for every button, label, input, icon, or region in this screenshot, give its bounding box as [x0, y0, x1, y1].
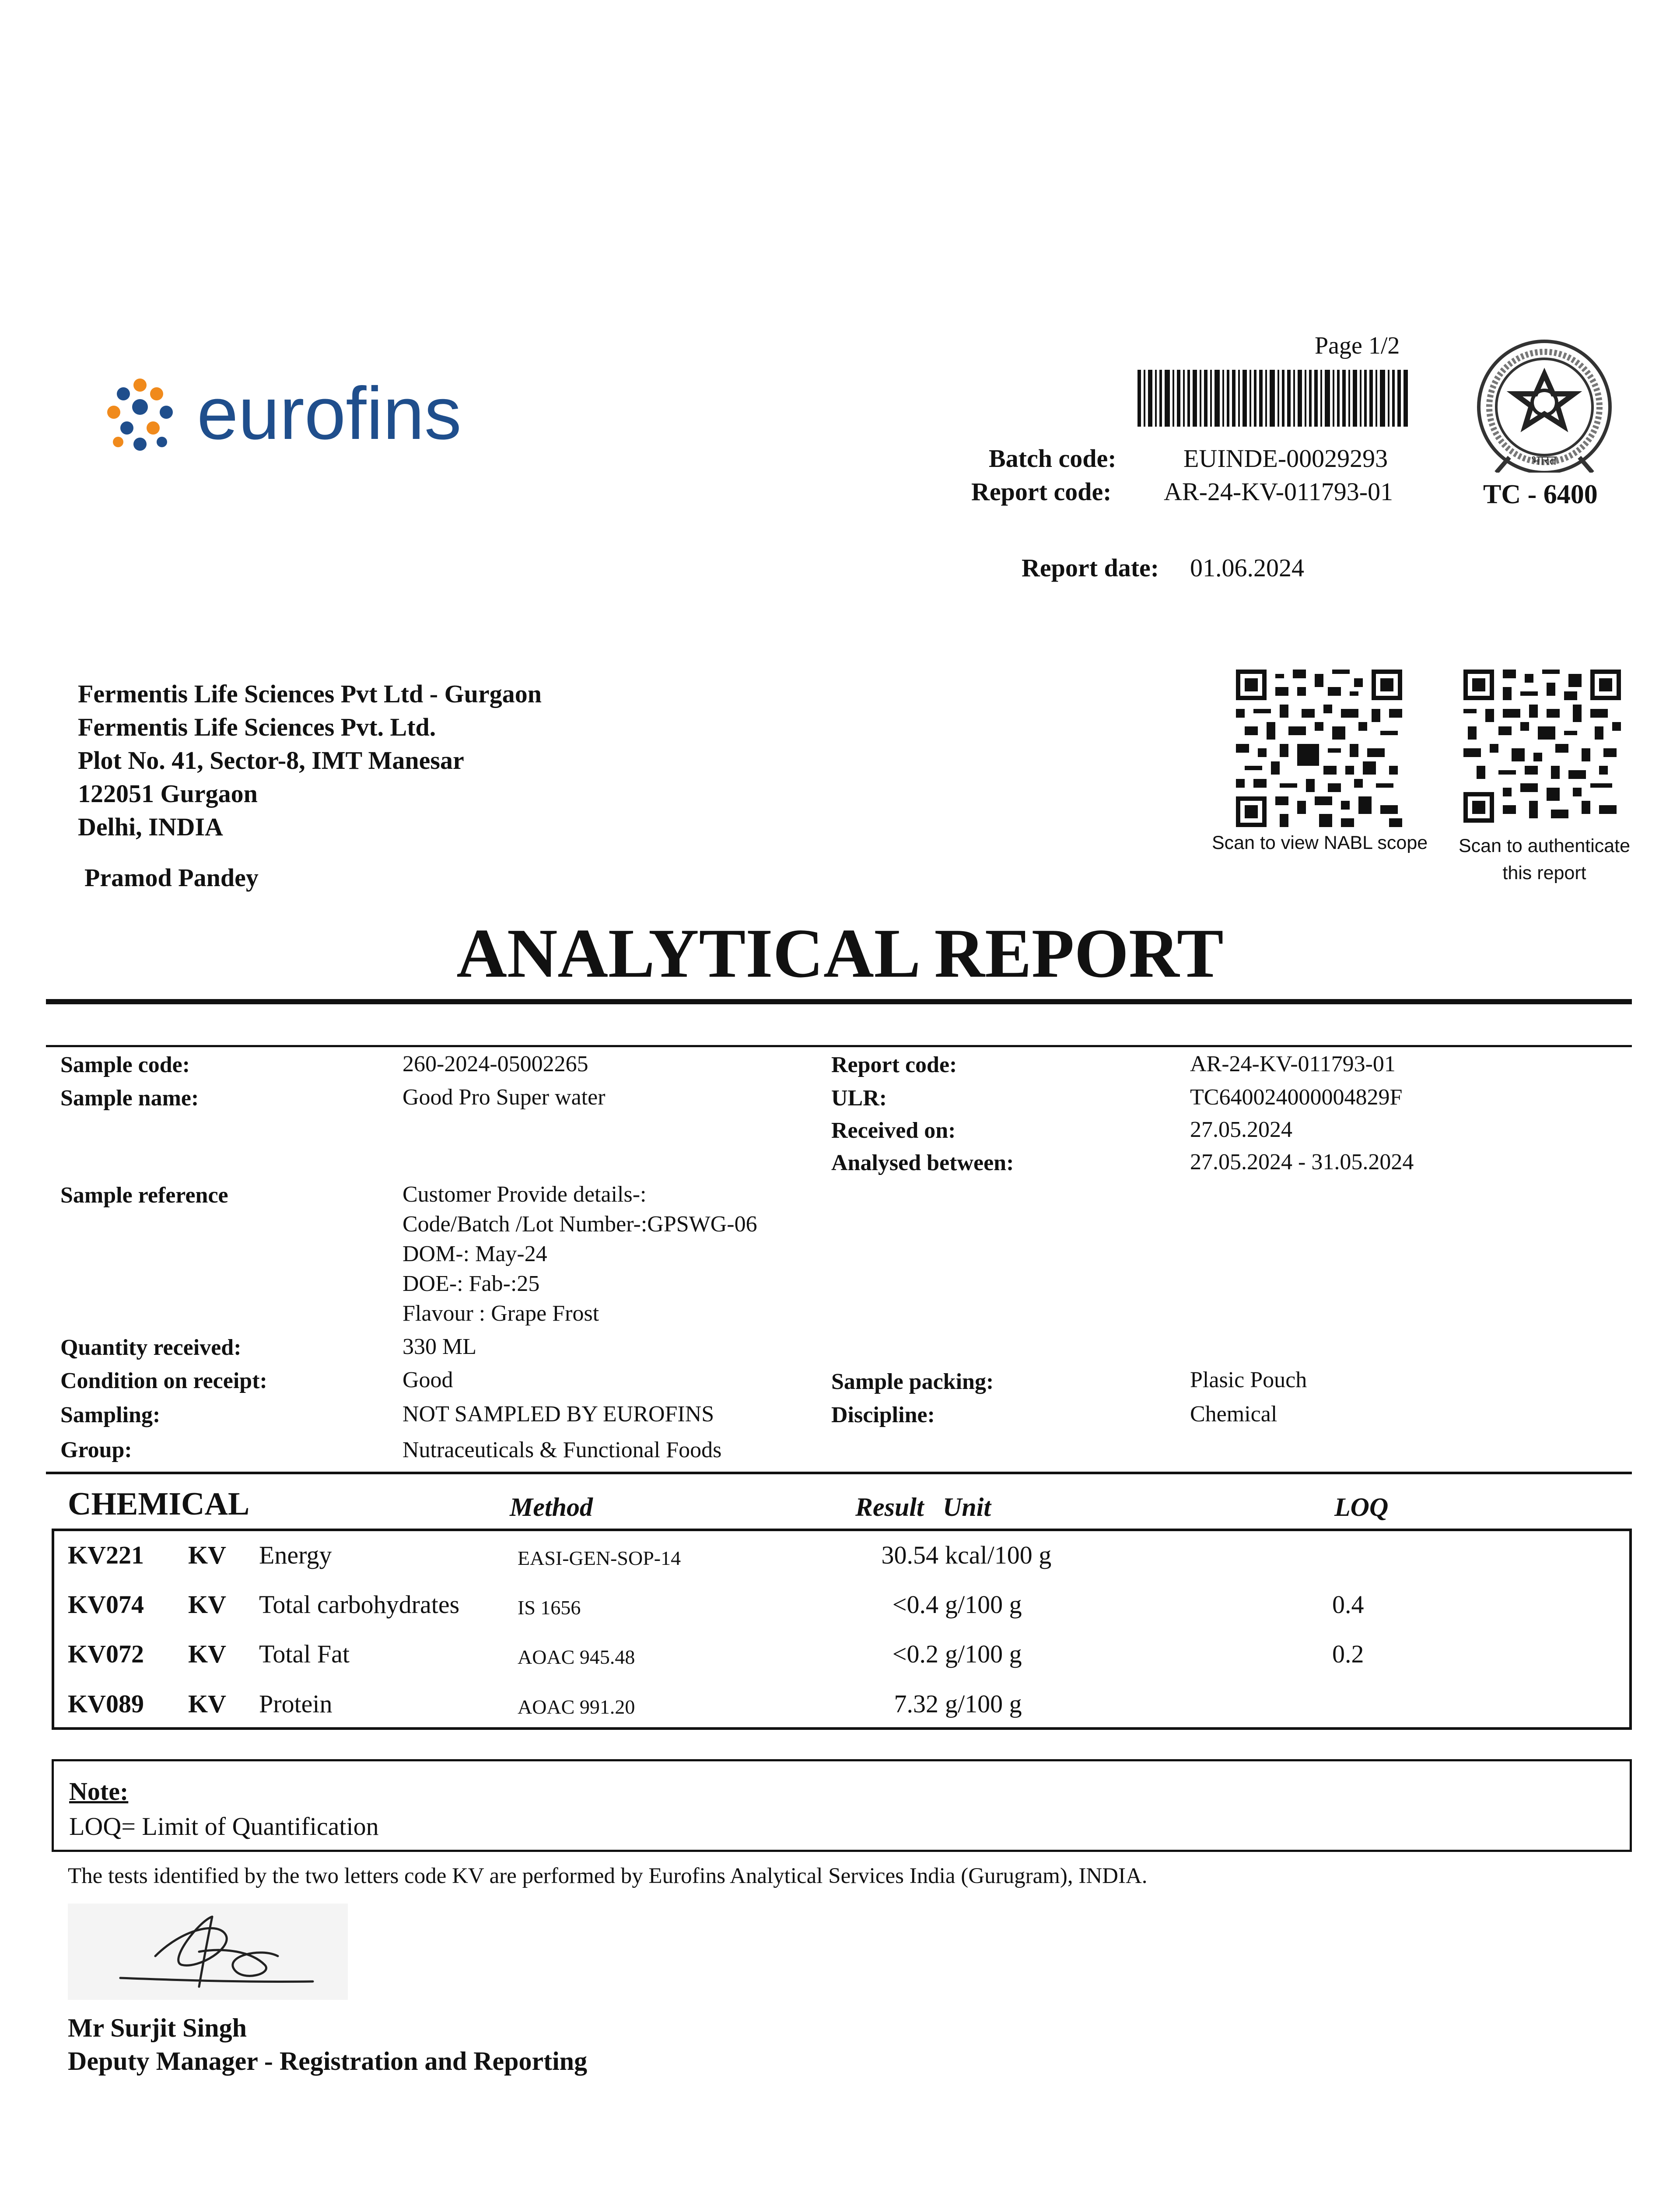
- method: IS 1656: [518, 1596, 581, 1619]
- customer-address: [78, 677, 542, 844]
- authenticate-qr-caption: [1452, 832, 1636, 887]
- address-line: Fermentis Life Sciences Pvt Ltd - Gurgaon: [78, 680, 542, 708]
- result: 7.32: [894, 1690, 938, 1718]
- reference-line: DOM-: May-24: [402, 1241, 547, 1266]
- logo-wordmark: eurofins: [197, 372, 462, 455]
- parameter: Energy: [259, 1541, 332, 1569]
- parameter: Total carbohydrates: [259, 1590, 460, 1619]
- result: <0.4: [892, 1590, 938, 1619]
- sampling-value: NOT SAMPLED BY EUROFINS: [402, 1402, 714, 1427]
- analysed-value: 27.05.2024 - 31.05.2024: [1190, 1150, 1414, 1175]
- seal-caption: भारत: [1531, 453, 1557, 468]
- received-value: 27.05.2024: [1190, 1117, 1292, 1142]
- signatory-title: Deputy Manager - Registration and Reporting: [68, 2047, 588, 2076]
- report-date-value: 01.06.2024: [1190, 554, 1304, 582]
- sampling-label: Sampling:: [60, 1403, 161, 1427]
- condition-value: Good: [402, 1368, 453, 1392]
- logo-dots-icon: [96, 372, 184, 459]
- lab-code: KV: [188, 1590, 226, 1619]
- authenticate-caption-line: this report: [1502, 863, 1586, 884]
- unit: g/100 g: [945, 1690, 1022, 1718]
- reference-line: Customer Provide details-:: [402, 1182, 647, 1207]
- loq: 0.4: [1332, 1590, 1364, 1619]
- ulr-label: ULR:: [831, 1086, 887, 1111]
- analysed-label: Analysed between:: [831, 1150, 1014, 1175]
- method: EASI-GEN-SOP-14: [518, 1547, 681, 1569]
- reference-line: Flavour : Grape Frost: [402, 1301, 599, 1326]
- report-title: ANALYTICAL REPORT: [456, 914, 1224, 992]
- result: <0.2: [892, 1640, 938, 1668]
- authenticate-caption-line: Scan to authenticate: [1458, 835, 1631, 856]
- note-text: LOQ= Limit of Quantification: [69, 1812, 379, 1841]
- customer-contact: Pramod Pandey: [84, 863, 259, 892]
- section-title: CHEMICAL: [68, 1486, 250, 1522]
- lab-code: KV: [188, 1541, 226, 1569]
- batch-code-value: EUINDE-00029293: [1183, 444, 1388, 473]
- loq-header: LOQ: [1334, 1493, 1389, 1522]
- report-date-label: Report date:: [1022, 554, 1159, 582]
- signatory-name: Mr Surjit Singh: [68, 2013, 247, 2042]
- sample-code-value: 260-2024-05002265: [402, 1052, 588, 1076]
- unit: kcal/100 g: [945, 1541, 1052, 1569]
- lab-code: KV: [188, 1690, 226, 1718]
- report-code-value-2: AR-24-KV-011793-01: [1190, 1052, 1396, 1076]
- address-line: Fermentis Life Sciences Pvt. Ltd.: [78, 713, 436, 741]
- group-value: Nutraceuticals & Functional Foods: [402, 1438, 722, 1462]
- condition-label: Condition on receipt:: [60, 1368, 267, 1393]
- sample-name-value: Good Pro Super water: [402, 1085, 606, 1110]
- test-code: KV074: [68, 1590, 144, 1619]
- seal-code: TC - 6400: [1483, 480, 1598, 509]
- report-code-value: AR-24-KV-011793-01: [1164, 477, 1393, 506]
- quantity-label: Quantity received:: [60, 1335, 242, 1360]
- note-box: [52, 1759, 1632, 1852]
- accreditation-seal: [1461, 333, 1628, 516]
- packing-label: Sample packing:: [831, 1369, 994, 1394]
- lab-code: KV: [188, 1640, 226, 1668]
- sample-name-label: Sample name:: [60, 1086, 199, 1111]
- nabl-qr-caption: Scan to view NABL scope: [1212, 832, 1428, 853]
- ulr-value: TC640024000004829F: [1190, 1085, 1403, 1110]
- footer-note: The tests identified by the two letters code KV are performed by Eurofins Analytical Services India (Gurugram), INDIA.: [68, 1864, 1148, 1888]
- test-code: KV089: [68, 1690, 144, 1718]
- signature-image: [68, 1904, 348, 2000]
- quantity-value: 330 ML: [402, 1334, 476, 1359]
- test-code: KV221: [68, 1541, 144, 1569]
- group-label: Group:: [60, 1438, 132, 1462]
- reference-line: DOE-: Fab-:25: [402, 1271, 540, 1296]
- loq: 0.2: [1332, 1640, 1364, 1668]
- discipline-value: Chemical: [1190, 1402, 1278, 1427]
- result-header: Result: [855, 1493, 924, 1522]
- reference-line: Code/Batch /Lot Number-:GPSWG-06: [402, 1212, 757, 1237]
- sample-bottom-rule: [46, 1472, 1632, 1474]
- note-title: Note:: [69, 1777, 129, 1806]
- unit-header: Unit: [943, 1493, 991, 1522]
- unit: g/100 g: [945, 1590, 1022, 1619]
- batch-code-label: Batch code:: [989, 444, 1116, 473]
- report-code-label-2: Report code:: [831, 1052, 957, 1077]
- barcode: [1138, 370, 1409, 427]
- title-divider: [46, 999, 1632, 1004]
- packing-value: Plasic Pouch: [1190, 1368, 1307, 1392]
- address-line: 122051 Gurgaon: [78, 779, 258, 808]
- address-line: Delhi, INDIA: [78, 813, 223, 841]
- received-label: Received on:: [831, 1118, 956, 1143]
- sample-reference-value: [402, 1180, 757, 1329]
- authenticate-qr-code[interactable]: [1463, 670, 1621, 823]
- parameter: Protein: [259, 1690, 332, 1718]
- sample-reference-label: Sample reference: [60, 1183, 228, 1208]
- test-code: KV072: [68, 1640, 144, 1668]
- method-header: Method: [510, 1493, 593, 1522]
- address-line: Plot No. 41, Sector-8, IMT Manesar: [78, 746, 464, 775]
- method: AOAC 991.20: [518, 1696, 635, 1718]
- sample-code-label: Sample code:: [60, 1052, 190, 1077]
- sample-top-rule: [46, 1045, 1632, 1047]
- nabl-qr-code[interactable]: [1236, 670, 1402, 827]
- discipline-label: Discipline:: [831, 1403, 935, 1427]
- parameter: Total Fat: [259, 1640, 350, 1668]
- method: AOAC 945.48: [518, 1646, 635, 1668]
- eurofins-logo: [96, 372, 516, 468]
- result: 30.54: [881, 1541, 938, 1569]
- unit: g/100 g: [945, 1640, 1022, 1668]
- report-code-label: Report code:: [971, 477, 1112, 506]
- page-number: Page 1/2: [1315, 332, 1400, 359]
